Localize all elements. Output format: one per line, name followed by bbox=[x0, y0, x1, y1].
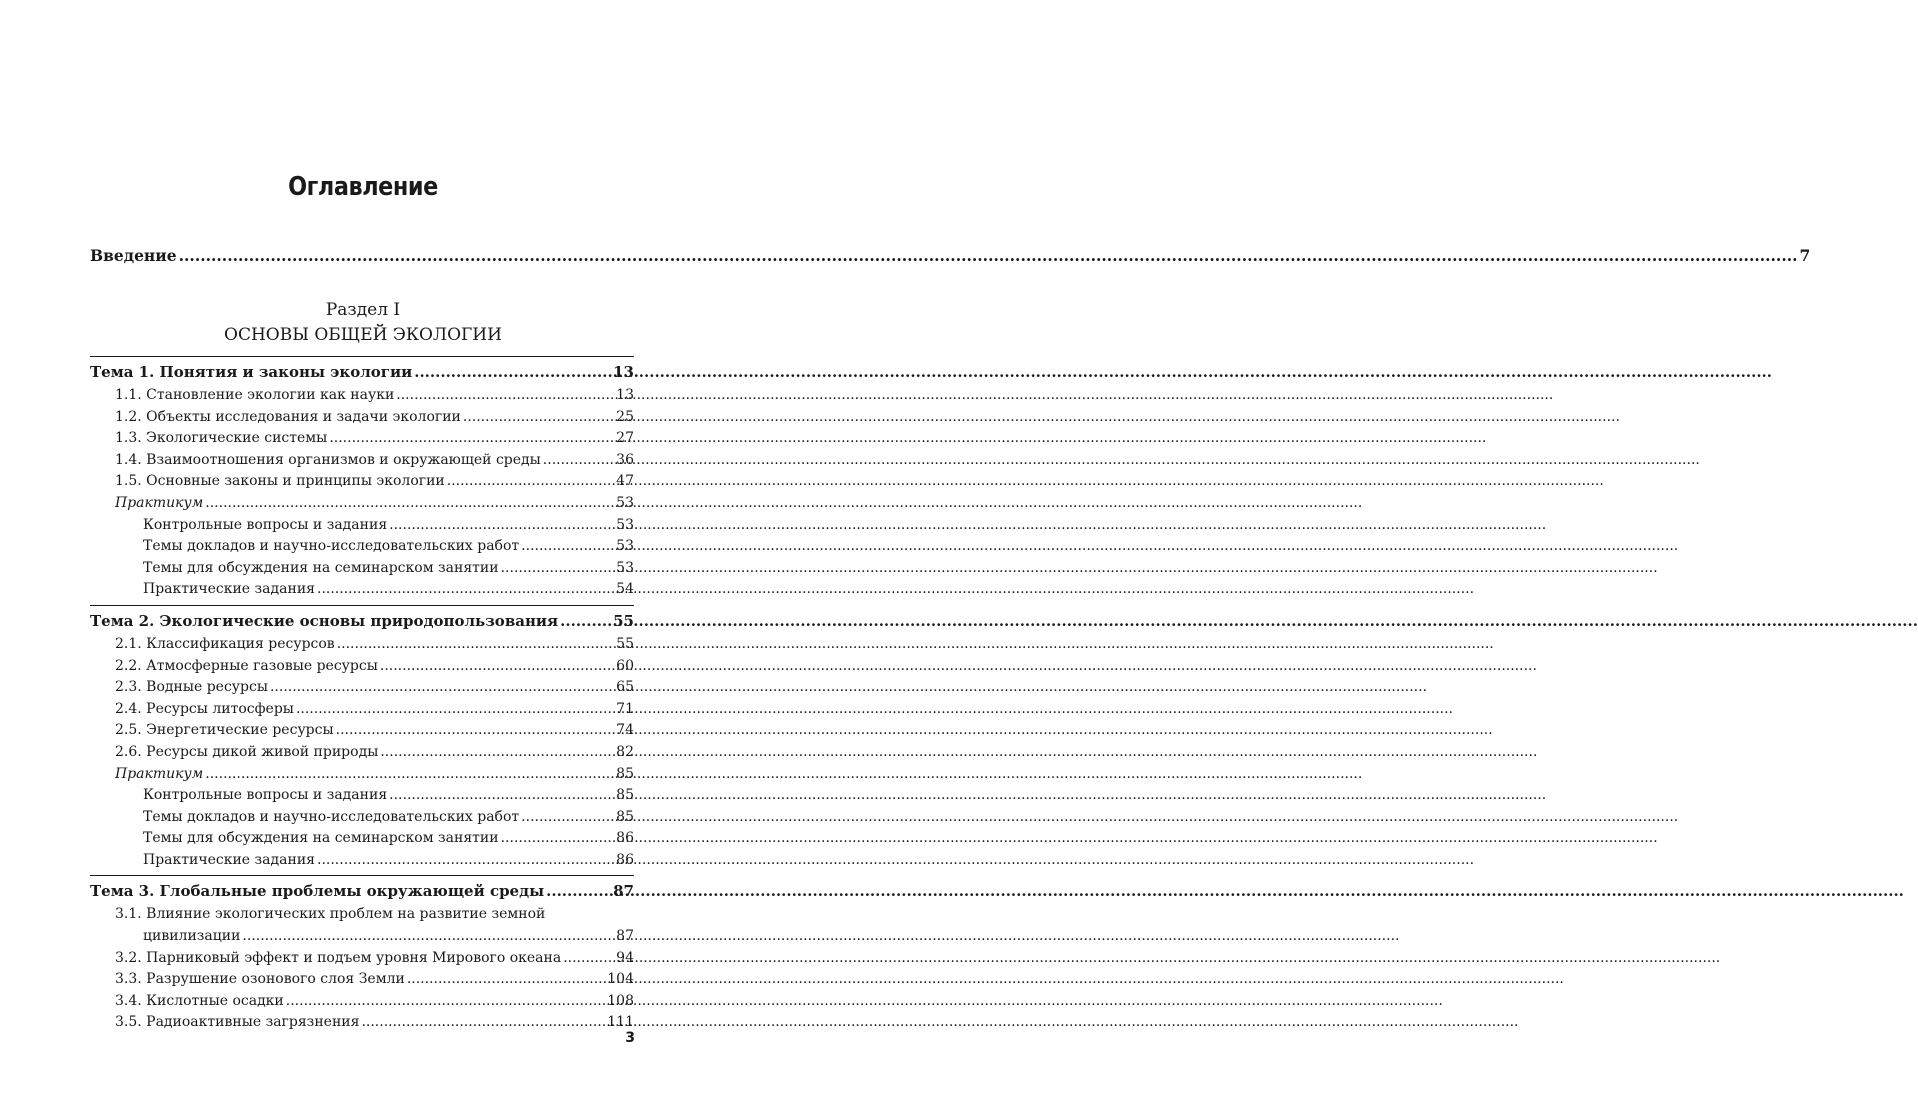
entry-page: 60 bbox=[616, 657, 634, 674]
entry-page: 53 bbox=[616, 559, 634, 576]
entry-label: 3.4. Кислотные осадки bbox=[115, 992, 284, 1009]
entry-page: 7 bbox=[1799, 246, 1811, 265]
dot-leader bbox=[205, 493, 614, 515]
section-heading bbox=[0, 298, 726, 348]
toc-item[interactable] bbox=[90, 807, 634, 829]
dot-leader bbox=[337, 634, 614, 656]
toc-subentry[interactable] bbox=[90, 677, 634, 699]
entry-page: 27 bbox=[616, 430, 634, 447]
toc-subentry[interactable] bbox=[90, 991, 634, 1013]
dot-leader bbox=[329, 428, 614, 450]
entry-page: 111 bbox=[607, 1014, 634, 1031]
dot-leader: ............................................................................................................................................................................................................................................................................................................ bbox=[178, 246, 1798, 265]
entry-label: 1.5. Основные законы и принципы экологии bbox=[115, 473, 445, 490]
entry-page: 47 bbox=[616, 473, 634, 490]
toc-theme-2[interactable] bbox=[90, 605, 634, 634]
dot-leader bbox=[286, 991, 606, 1013]
dot-leader bbox=[543, 450, 614, 472]
entry-page: 54 bbox=[616, 581, 634, 598]
toc-subentry[interactable] bbox=[90, 450, 634, 472]
toc-subentry[interactable] bbox=[90, 948, 634, 970]
toc-item[interactable] bbox=[90, 515, 634, 537]
entry-page: 104 bbox=[607, 971, 634, 988]
entry-label: 2.3. Водные ресурсы bbox=[115, 679, 268, 696]
dot-leader bbox=[447, 471, 614, 493]
dot-leader bbox=[389, 785, 614, 807]
toc-subentry[interactable] bbox=[90, 428, 634, 450]
toc-subentry[interactable] bbox=[90, 720, 634, 742]
toc-subentry[interactable] bbox=[90, 699, 634, 721]
entry-page: 55 bbox=[613, 611, 634, 630]
toc-theme-1[interactable] bbox=[90, 356, 634, 385]
entry-label: Темы для обсуждения на семинарском занятии bbox=[143, 830, 499, 847]
section-number: Раздел I bbox=[325, 300, 401, 320]
entry-page: 82 bbox=[616, 743, 634, 760]
entry-label: 1.1. Становление экологии как науки bbox=[115, 387, 395, 403]
toc-item[interactable] bbox=[90, 828, 634, 850]
entry-page: 86 bbox=[616, 830, 634, 847]
entry-label: Практикум bbox=[115, 494, 204, 511]
page-number: 3 bbox=[625, 1030, 635, 1046]
entry-label: 2.1. Классификация ресурсов bbox=[115, 635, 335, 652]
entry-label: 2.4. Ресурсы литосферы bbox=[115, 700, 294, 717]
entry-page: 13 bbox=[613, 363, 634, 381]
entry-page: 85 bbox=[616, 808, 634, 825]
dot-leader bbox=[396, 385, 614, 407]
toc-practicum[interactable] bbox=[90, 764, 634, 786]
dot-leader bbox=[501, 558, 615, 580]
entry-page: 36 bbox=[616, 451, 634, 468]
entry-page: 87 bbox=[616, 928, 634, 945]
entry-label: 1.3. Экологические системы bbox=[115, 430, 328, 447]
toc-subentry[interactable] bbox=[90, 656, 634, 678]
toc-subentry[interactable] bbox=[90, 969, 634, 991]
entry-page: 55 bbox=[616, 635, 634, 652]
toc-subentry[interactable] bbox=[90, 407, 634, 429]
toc-item[interactable] bbox=[90, 558, 634, 580]
dot-leader bbox=[296, 699, 614, 721]
entry-page: 86 bbox=[616, 851, 634, 868]
entry-label: 2.6. Ресурсы дикой живой природы bbox=[115, 743, 379, 760]
entry-page: 85 bbox=[616, 765, 634, 782]
entry-label: 3.3. Разрушение озонового слоя Земли bbox=[115, 971, 405, 988]
dot-leader bbox=[521, 807, 614, 829]
dot-leader bbox=[380, 656, 614, 678]
entry-page: 87 bbox=[613, 882, 634, 901]
entry-label: 2.2. Атмосферные газовые ресурсы bbox=[115, 657, 378, 674]
toc-subentry[interactable] bbox=[90, 471, 634, 493]
entry-label: Темы докладов и научно-исследовательских работ bbox=[143, 808, 520, 825]
entry-page: 94 bbox=[616, 949, 634, 966]
dot-leader bbox=[361, 1012, 605, 1034]
entry-page: 25 bbox=[616, 408, 634, 425]
toc-practicum[interactable] bbox=[90, 493, 634, 515]
toc-entry-introduction[interactable] bbox=[90, 246, 1811, 265]
page-title: Оглавление bbox=[288, 172, 438, 202]
dot-leader bbox=[270, 677, 614, 699]
toc-subentry[interactable] bbox=[90, 385, 634, 407]
entry-label: Практические задания bbox=[143, 851, 315, 868]
entry-page: 65 bbox=[616, 679, 634, 696]
entry-page: 74 bbox=[616, 722, 634, 739]
entry-label: Практические задания bbox=[143, 581, 315, 598]
entry-label: Контрольные вопросы и задания bbox=[143, 787, 388, 804]
toc-theme-3[interactable] bbox=[90, 875, 634, 904]
table-of-contents bbox=[90, 352, 634, 1034]
dot-leader bbox=[501, 828, 615, 850]
dot-leader bbox=[317, 850, 614, 872]
dot-leader bbox=[521, 536, 614, 558]
entry-label: 3.2. Парниковый эффект и подъем уровня Мирового океана bbox=[115, 949, 562, 966]
dot-leader bbox=[546, 879, 611, 904]
entry-label: 3.5. Радиоактивные загрязнения bbox=[115, 1014, 360, 1031]
entry-page: 85 bbox=[616, 787, 634, 804]
entry-label: Контрольные вопросы и задания bbox=[143, 516, 388, 533]
entry-label: 1.4. Взаимоотношения организмов и окружающей среды bbox=[115, 451, 541, 468]
entry-label: цивилизации bbox=[143, 928, 241, 945]
dot-leader bbox=[242, 926, 614, 948]
toc-subentry-line2[interactable] bbox=[90, 926, 634, 948]
toc-subentry-line1[interactable] bbox=[90, 904, 634, 926]
entry-page: 53 bbox=[616, 516, 634, 533]
dot-leader bbox=[389, 515, 614, 537]
entry-page: 13 bbox=[616, 387, 634, 403]
toc-item[interactable] bbox=[90, 850, 634, 872]
entry-label: Темы для обсуждения на семинарском занятии bbox=[143, 559, 499, 576]
entry-label: 2.5. Энергетические ресурсы bbox=[115, 722, 334, 739]
entry-page: 108 bbox=[607, 992, 634, 1009]
toc-item[interactable] bbox=[90, 536, 634, 558]
entry-label: Практикум bbox=[115, 765, 204, 782]
toc-subentry[interactable] bbox=[90, 634, 634, 656]
entry-page: 53 bbox=[616, 494, 634, 511]
dot-leader bbox=[336, 720, 615, 742]
dot-leader bbox=[414, 360, 611, 385]
entry-label: Тема 1. Понятия и законы экологии bbox=[90, 363, 413, 381]
section-name: ОСНОВЫ ОБЩЕЙ ЭКОЛОГИИ bbox=[224, 325, 502, 345]
dot-leader bbox=[317, 579, 614, 601]
entry-label: Введение bbox=[90, 246, 177, 265]
entry-label: Тема 3. Глобальные проблемы окружающей среды bbox=[90, 882, 545, 901]
dot-leader bbox=[407, 969, 605, 991]
entry-label: Темы докладов и научно-исследовательских работ bbox=[143, 538, 520, 555]
entry-label: 3.1. Влияние экологических проблем на развитие земной bbox=[115, 906, 546, 923]
entry-page: 53 bbox=[616, 538, 634, 555]
entry-page: 71 bbox=[616, 700, 634, 717]
entry-label: 1.2. Объекты исследования и задачи экологии bbox=[115, 408, 461, 425]
dot-leader bbox=[563, 948, 614, 970]
dot-leader bbox=[463, 407, 614, 429]
entry-label: Тема 2. Экологические основы природопользования bbox=[90, 611, 559, 630]
toc-subentry[interactable] bbox=[90, 742, 634, 764]
dot-leader bbox=[205, 764, 614, 786]
toc-item[interactable] bbox=[90, 785, 634, 807]
toc-item[interactable] bbox=[90, 579, 634, 601]
dot-leader bbox=[560, 609, 611, 634]
dot-leader bbox=[380, 742, 614, 764]
toc-subentry[interactable] bbox=[90, 1012, 634, 1034]
